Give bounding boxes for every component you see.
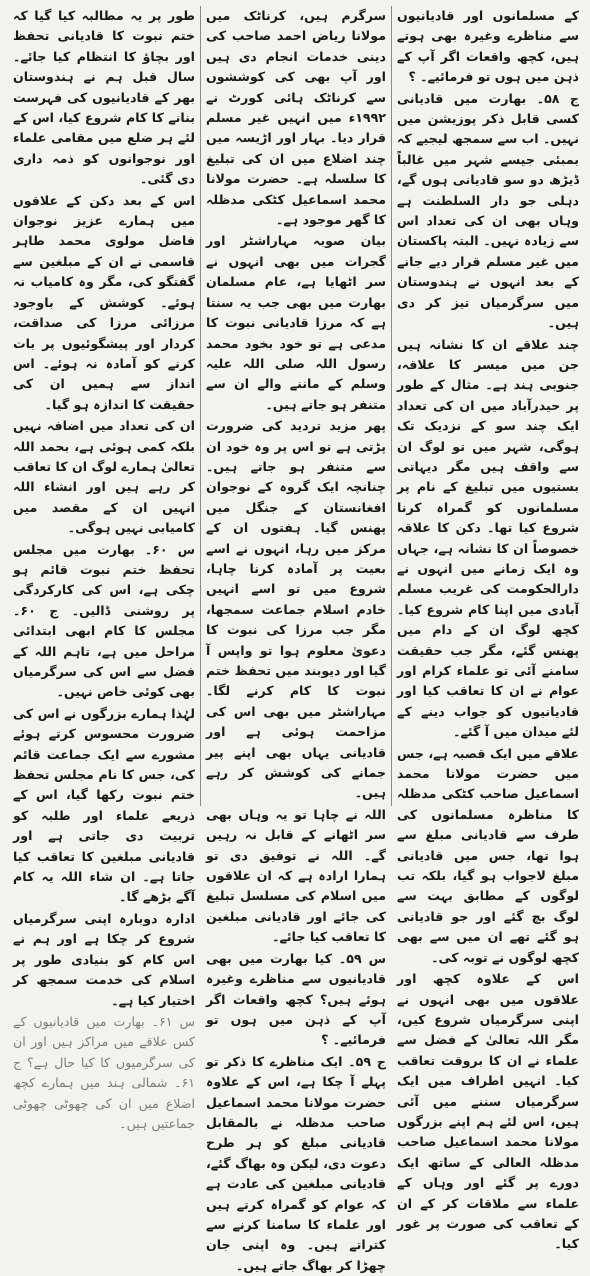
paragraph: طور پر یہ مطالبہ کیا گیا کہ ختم نبوت کا قادیانی تحفظ اور بچاؤ کا انتظام کیا جائے۔ سال قبل ہم نے ہندوستان بھر کے قادیانیوں کی فہرست بنانے کا کام شروع کیا، اس کے لئے ہر ضلع میں مقامی علماء اور نوجوانوں کو ذمہ داری دی گئی۔ (13, 8, 195, 187)
paragraph: چند علاقے ان کا نشانہ ہیں جن میں میسر کا علاقہ، جنوبی ہند ہے۔ مثال کے طور پر حیدرآباد میں ان کی تعداد ایک چند سو کے نزدیک تک ہوگی، شہر میں تو لوگ ان سے واقف ہیں مگر دیہاتی بستیوں میں تبلیغ کے نام پر مسلمانوں کو گمراہ کرنا شروع کیا تھا۔ دکن کا علاقہ خصوصاً ان کا نشانہ ہے، جہاں وہ ایک زمانے میں انہوں نے دارالحکومت کی غریب مسلم آبادی میں اپنا کام شروع کیا۔ کچھ لوگ ان کے دام میں پھنس گئے، مگر جب حقیقت سامنے آئی تو علماء کرام اور عوام نے ان کا تعاقب کیا اور قادیانیوں کو جواب دینے کے لئے میدان میں آ گئے۔ (397, 336, 579, 740)
paragraph: سرگرم ہیں، کرناٹک میں مولانا ریاض احمد صاحب کی دینی خدمات انجام دی ہیں اور آپ بھی کی کوششوں سے کرناٹک ہائی کورٹ نے ۱۹۹۲ء میں انہیں غیر مسلم قرار دیا۔ بہار اور اڑیسہ میں چند اضلاع میں ان کی تبلیغ کا سلسلہ ہے۔ حضرت مولانا محمد اسماعیل کٹکی مدظلہ کا گھر موجود ہے۔ (206, 8, 386, 228)
paragraph: اللہ نے چاہا تو یہ وہاں بھی سر اٹھانے کے قابل نہ رہیں گے۔ اللہ نے توفیق دی تو ہمارا ارادہ ہے کہ ان علاقوں میں اسلام کی مسلسل تبلیغ کی جائے اور قادیانی مبلغین کا تعاقب کیا جائے۔ (206, 806, 386, 945)
paragraph: ادارہ دوبارہ اپنی سرگرمیاں شروع کر چکا ہے اور ہم نے اس کام کو بنیادی طور پر اسلام کی خدمت سمجھ کر اختیار کیا ہے۔ (13, 910, 195, 1008)
faint-paragraph: س ۶۱۔ بھارت میں قادیانیوں کے کس علاقے میں مراکز ہیں اور ان کی سرگرمیوں کا کیا حال ہے؟ ج ۶۱۔ شمالی ہند میں ہمارے کچھ اضلاع میں ان کی چھوٹی چھوٹی جماعتیں ہیں۔ (13, 1013, 195, 1131)
paragraph: بیان صوبہ مہاراشٹر اور گجرات میں بھی انہوں نے سر اٹھایا ہے، عام مسلمان بھارت میں بھی جب یہ سنتا ہے کہ مرزا قادیانی نبوت کا مدعی ہے تو خود بخود محمد رسول اللہ صلی اللہ علیہ وسلم کے ماننے والے ان سے متنفر ہو جاتے ہیں۔ (206, 233, 386, 412)
paragraph: لہٰذا ہمارے بزرگوں نے اس کی ضرورت محسوس کرتے ہوئے مشورے سے ایک جماعت قائم کی، جس کا نام مجلس تحفظ ختم نبوت رکھا گیا، اس کے ذریعے علماء اور طلبہ کو تربیت دی جاتی ہے اور قادیانی مبلغین کا تعاقب کیا جاتا ہے۔ ان شاء اللہ یہ کام آگے بڑھے گا۔ (13, 705, 195, 905)
answer-paragraph: ج ۵۸۔ بھارت میں قادیانی کسی قابل ذکر پوزیشن میں نہیں۔ اب سے سمجھ لیجیے کہ بمبئی جیسے شہر میں غالباً ڈیڑھ دو سو قادیانی ہوں گے، دہلی جو دار السلطنت ہے وہاں بھی ان کی تعداد اس سے زیادہ نہیں۔ البتہ پاکستان میں غیر مسلم قرار دیے جانے کے بعد انہوں نے ہندوستان میں سرگرمیاں تیز کر دی ہیں۔ (397, 90, 579, 331)
question-answer-paragraph: س ۶۰۔ بھارت میں مجلس تحفظ ختم نبوت قائم ہو چکی ہے، اس کی کارکردگی پر روشنی ڈالیں۔ ج ۶۰۔ مجلس کا کام ابھی ابتدائی مراحل میں ہے، تاہم اللہ کے فضل سے اس کی سرگرمیاں بھی کوئی خاص نہیں۔ (13, 541, 195, 700)
answer-paragraph: ج ۵۹۔ ایک مناظرے کا ذکر تو پہلے آ چکا ہے، اس کے علاوہ حضرت مولانا محمد اسماعیل صاحب مدظلہ نے بالمقابل قادیانی مبلغ کو ہر طرح دعوت دی، لیکن وہ بھاگ گئے، قادیانی مبلغین کی عادت ہے کہ عوام کو گمراہ کرتے ہیں اور علماء کا سامنا کرنے سے کتراتے ہیں۔ وہ اپنی جان چھڑا کر بھاگ جاتے ہیں۔ (206, 1053, 386, 1273)
column-left (8, 6, 200, 1131)
column-middle (200, 6, 392, 1273)
paragraph: اس کے بعد دکن کے علاقوں میں ہمارے عزیز نوجوان فاضل مولوی محمد طاہر قاسمی نے ان کے مبلغین سے گفتگو کی، مگر وہ کامیاب نہ ہوئے۔ کوشش کے باوجود مرزائی مرزا کی صداقت، کردار اور پیشگوئیوں پر بات کرنے کو آمادہ نہ ہوئے۔ اس انداز سے ہمیں ان کی حقیقت کا اندازہ ہو گیا۔ (13, 192, 195, 412)
paragraph: پھر مزید تردید کی ضرورت پڑتی ہے تو اس پر وہ خود ان سے متنفر ہو جاتے ہیں۔ چنانچہ ایک گروہ کے نوجوان افغانستان کے جنگل میں پھنس گیا۔ ہفتوں ان کے مرکز میں رہا، انہوں نے اسے بعیت پر آمادہ کرنا چاہا، شروع میں تو اسے انہیں خادم اسلام جماعت سمجھا، مگر جب مرزا کی نبوت کا دعویٰ معلوم ہوا تو واپس آ گیا اور دیوبند میں تحفظ ختم نبوت کا کام کرنے لگا۔ مہاراشٹر میں بھی اس کی مزاحمت ہوئی ہے اور قادیانی یہاں بھی اپنے پیر جمانے کی کوشش کر رہے ہیں۔ (206, 418, 386, 801)
paragraph: علاقے میں ایک قصبہ ہے، جس میں حضرت مولانا محمد اسماعیل صاحب کٹکی مدظلہ کا مناظرہ مسلمانوں کی طرف سے قادیانی مبلغ سے ہوا تھا، جس میں قادیانی مبلغ لاجواب ہو گیا، بلکہ تب لوگوں کے مطابق بہت سے لوگ بچ گئے اور جو قادیانی ہو گئے تھے ان میں سے بھی کچھ لوگوں نے توبہ کی۔ (397, 745, 579, 965)
column-right (392, 6, 584, 1252)
question-paragraph: س ۵۹۔ کیا بھارت میں بھی قادیانیوں سے مناظرے وغیرہ ہوئے ہیں؟ کچھ واقعات اگر آپ کے ذہن میں ہوں تو فرمائیے۔ ؟ (206, 950, 387, 1048)
paragraph: ان کی تعداد میں اضافہ نہیں بلکہ کمی ہوئی ہے، بحمد اللہ تعالیٰ ہمارے لوگ ان کا تعاقب کر رہے ہیں اور انشاء اللہ انہیں ان کے مقصد میں کامیابی نہیں ہوگی۔ (13, 418, 195, 536)
paragraph: کے مسلمانوں اور قادیانیوں سے مناظرے وغیرہ بھی ہوتے ہیں، کچھ واقعات اگر آپ کے ذہن میں ہوں تو فرمائیے۔ ؟ (397, 8, 579, 85)
paragraph: اس کے علاوہ کچھ اور علاقوں میں بھی انہوں نے اپنی سرگرمیاں شروع کیں، مگر اللہ تعالیٰ کے فضل سے علماء نے ان کا بروقت تعاقب کیا۔ انہیں اطراف میں ایک سرگرمیاں سننے میں آئی ہیں، اس لئے ہم اپنے بزرگوں مولانا محمد اسماعیل صاحب مدظلہ العالی کے ساتھ ایک دورے پر گئے اور وہاں کے علماء سے ملاقات کر کے ان کے تعاقب کی صورت پر غور کیا۔ (397, 971, 579, 1252)
